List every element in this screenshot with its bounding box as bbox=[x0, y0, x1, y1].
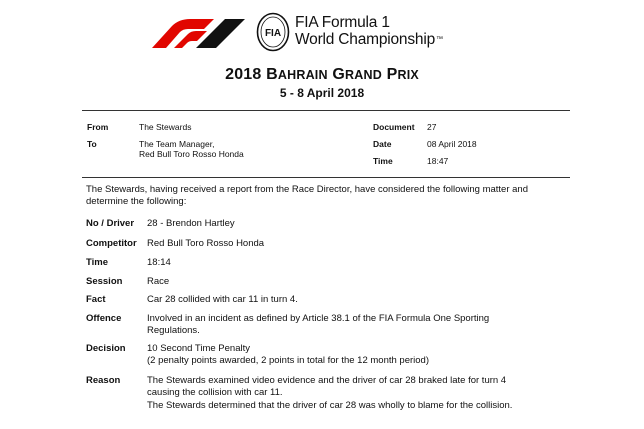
to-label: To bbox=[87, 139, 97, 149]
session-label: Session bbox=[86, 276, 123, 287]
document-label: Document bbox=[373, 122, 415, 132]
header-logos bbox=[152, 12, 482, 52]
fia-badge-icon bbox=[256, 12, 290, 52]
time-value: 18:47 bbox=[427, 156, 449, 166]
incident-time-label: Time bbox=[86, 257, 109, 268]
document-title: 2018 BAHRAIN GRAND PRIX bbox=[225, 66, 419, 83]
decision-line-1: 10 Second Time Penalty bbox=[147, 343, 250, 354]
reason-line-1: The Stewards examined video evidence and the driver of car 28 braked late for turn 4 causing the collision with car 11. bbox=[147, 375, 507, 398]
memo-box bbox=[82, 110, 570, 178]
brand-line-1: FIA Formula 1 bbox=[295, 14, 390, 31]
trademark-icon: ™ bbox=[436, 36, 443, 43]
session-value: Race bbox=[147, 276, 170, 287]
fact-value: Car 28 collided with car 11 in turn 4. bbox=[147, 294, 298, 305]
reason-label: Reason bbox=[86, 375, 121, 386]
document-value: 27 bbox=[427, 122, 437, 132]
event-dates: 5 - 8 April 2018 bbox=[279, 86, 365, 100]
brand-line-2: World Championship bbox=[295, 31, 435, 48]
fia-badge-text: FIA bbox=[264, 28, 282, 39]
from-value: The Stewards bbox=[139, 122, 192, 132]
reason-line-2: The Stewards determined that the driver of car 28 was wholly to blame for the collision. bbox=[147, 400, 513, 411]
time-label: Time bbox=[373, 156, 393, 166]
to-line-1: The Team Manager, bbox=[139, 139, 215, 149]
intro-paragraph: The Stewards, having received a report from the Race Director, have considered the following matter and determine the following: bbox=[86, 184, 528, 207]
fia-brand-text bbox=[295, 14, 443, 48]
competitor-value: Red Bull Toro Rosso Honda bbox=[147, 238, 265, 249]
from-label: From bbox=[87, 122, 109, 132]
driver-label: No / Driver bbox=[86, 218, 135, 229]
driver-value: 28 - Brendon Hartley bbox=[147, 218, 235, 229]
decision-value bbox=[147, 343, 532, 366]
date-value: 08 April 2018 bbox=[427, 139, 477, 149]
reason-value bbox=[147, 375, 532, 412]
decision-line-2: (2 penalty points awarded, 2 points in total for the 12 month period) bbox=[147, 354, 430, 366]
fact-label: Fact bbox=[86, 294, 106, 305]
competitor-label: Competitor bbox=[86, 238, 137, 249]
to-line-2: Red Bull Toro Rosso Honda bbox=[139, 149, 244, 159]
date-label: Date bbox=[373, 139, 392, 149]
incident-time-value: 18:14 bbox=[147, 257, 171, 268]
f1-logo-icon bbox=[152, 16, 248, 48]
decision-label: Decision bbox=[86, 343, 126, 354]
offence-label: Offence bbox=[86, 313, 122, 324]
offence-value: Involved in an incident as defined by Article 38.1 of the FIA Formula One Sporting Regulations. bbox=[147, 313, 490, 336]
